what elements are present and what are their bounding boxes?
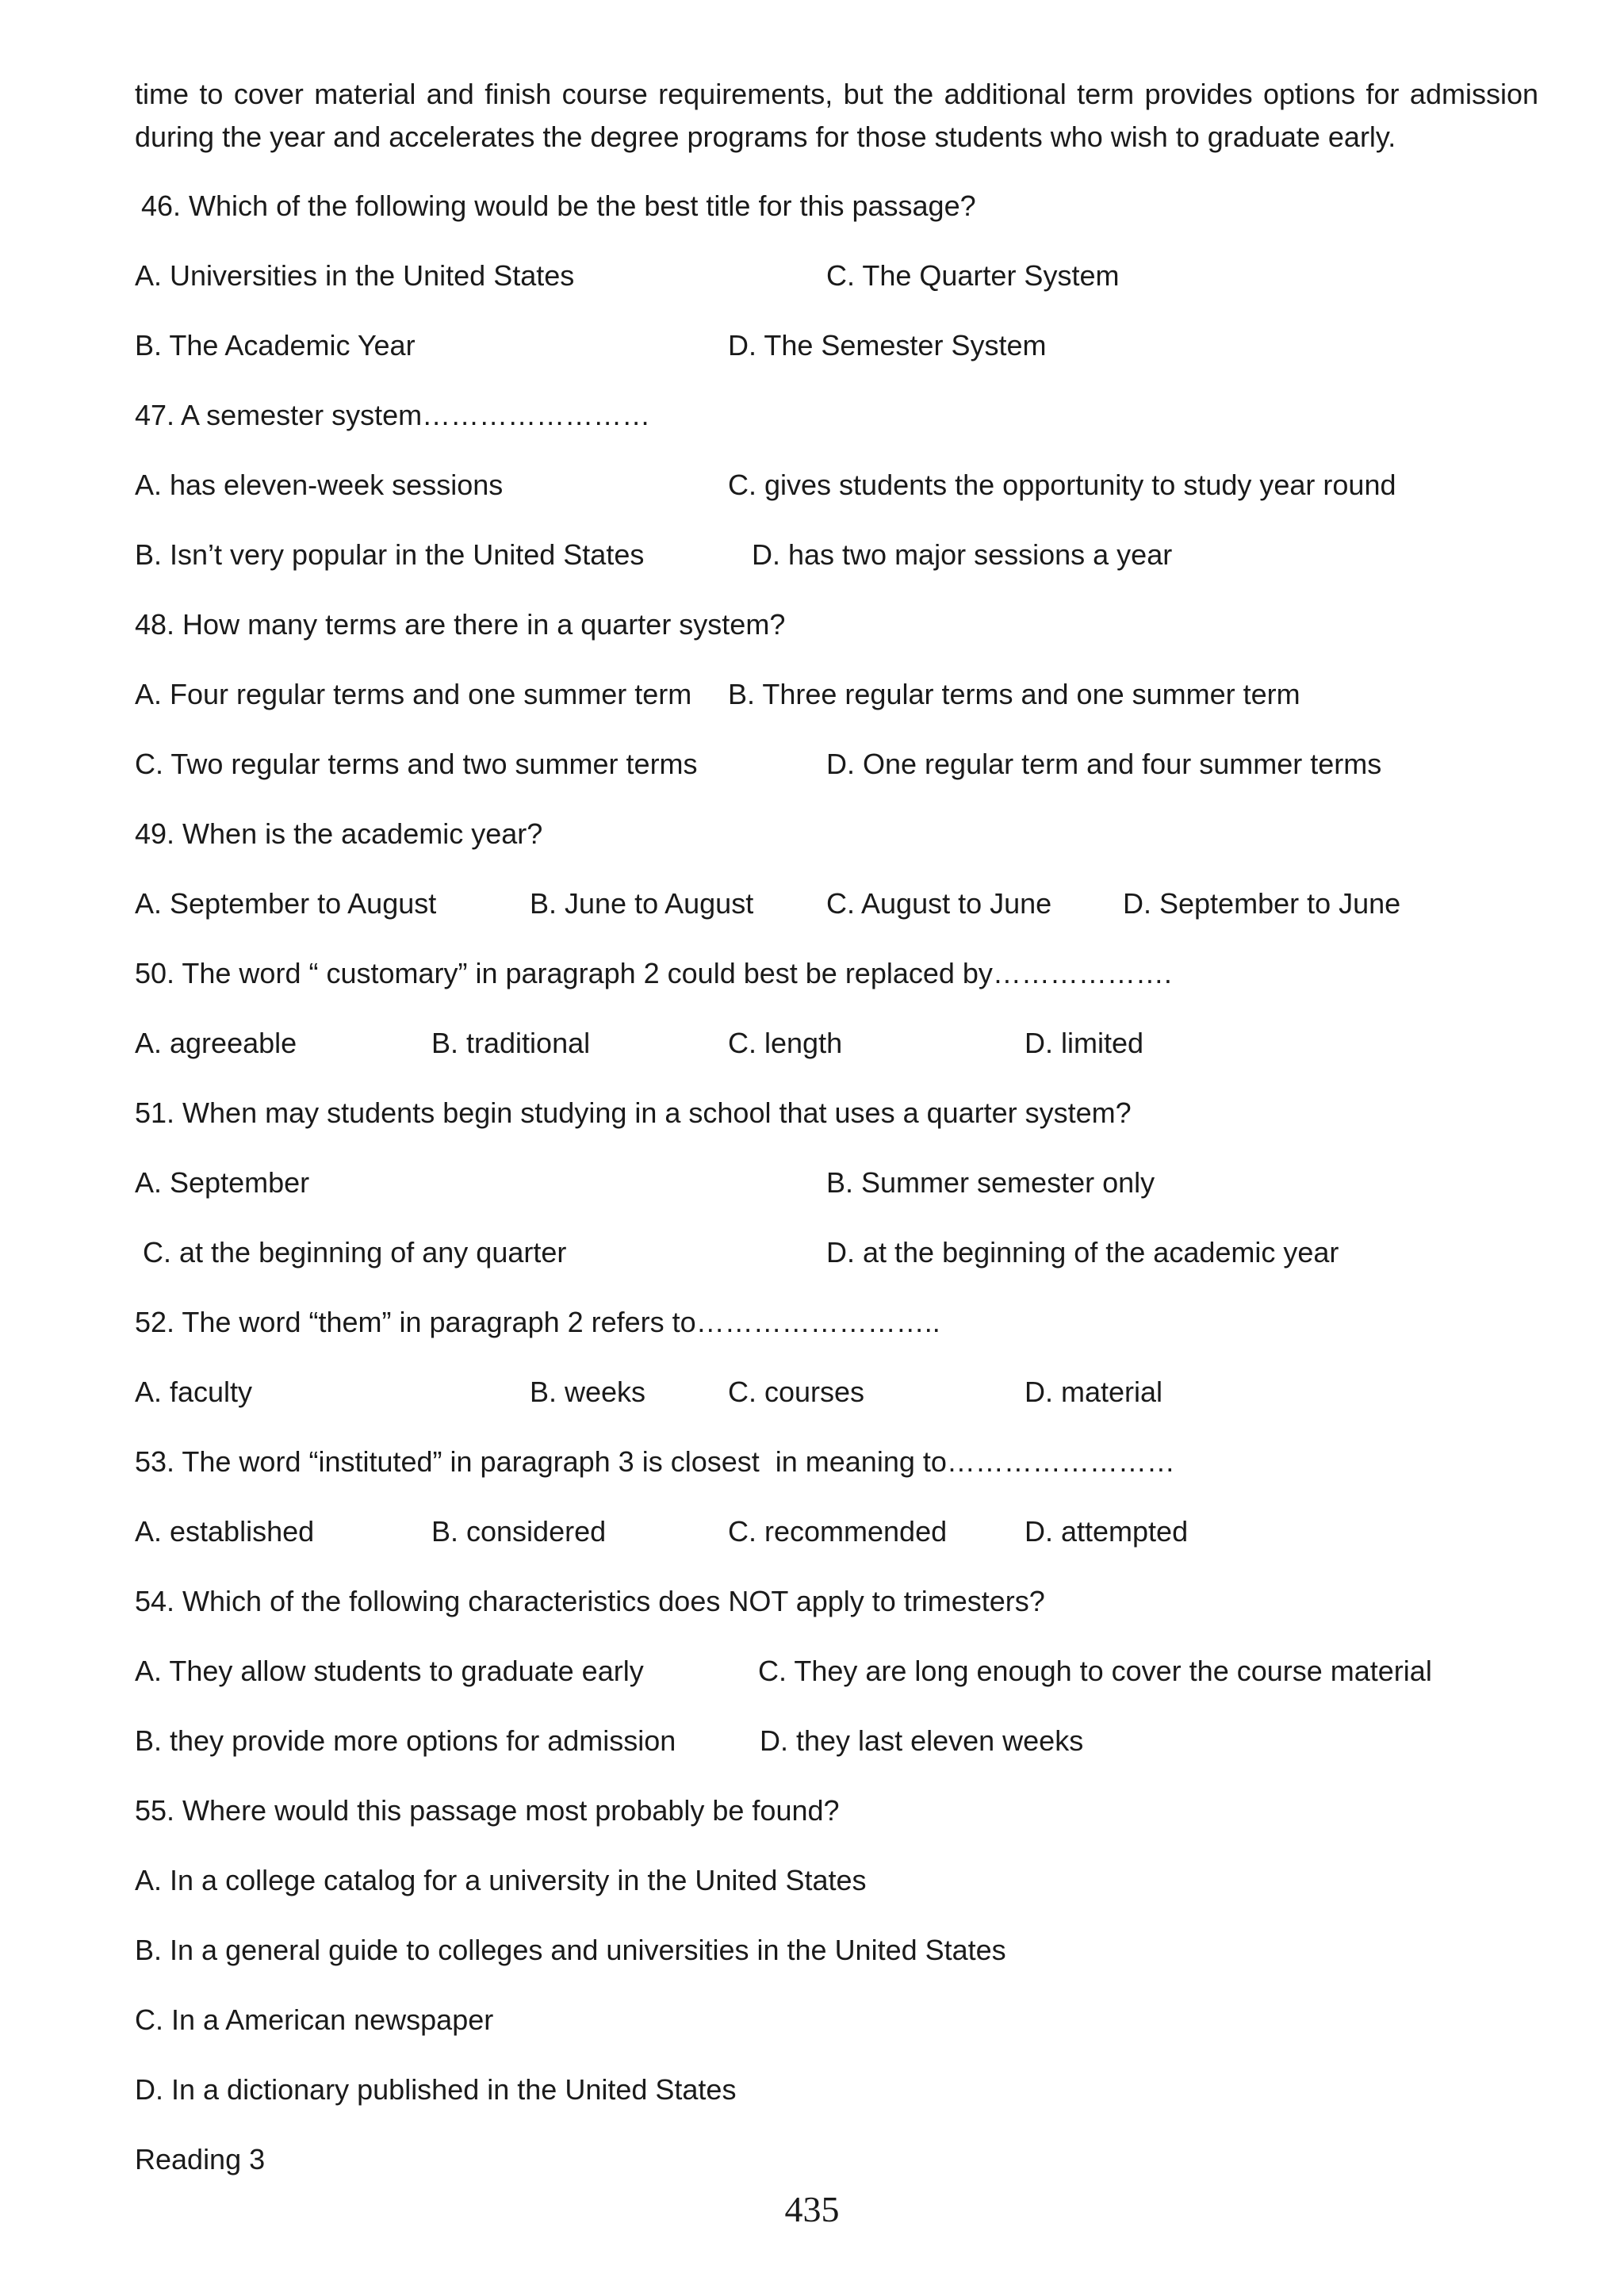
- question-52-stem: 52. The word “them” in paragraph 2 refers to……………………..: [135, 1306, 940, 1338]
- question-55-option-c: C. In a American newspaper: [135, 2003, 494, 2036]
- question-53-option-b: B. considered: [431, 1515, 607, 1548]
- question-55-option-d: D. In a dictionary published in the United States: [135, 2073, 737, 2106]
- question-55-option-a: A. In a college catalog for a university in the United States: [135, 1864, 867, 1896]
- question-50-option-d: D. limited: [1025, 1027, 1144, 1059]
- question-48-option-d: D. One regular term and four summer terms: [826, 748, 1382, 780]
- question-48-option-c: C. Two regular terms and two summer terms: [135, 748, 698, 780]
- question-47-option-a: A. has eleven-week sessions: [135, 469, 504, 501]
- question-54-option-a: A. They allow students to graduate early: [135, 1655, 644, 1687]
- question-49-option-a: A. September to August: [135, 887, 437, 920]
- question-50-option-c: C. length: [728, 1027, 843, 1059]
- question-50-option-a: A. agreeable: [135, 1027, 297, 1059]
- question-54-option-b: B. they provide more options for admission: [135, 1724, 676, 1757]
- question-46-option-a: A. Universities in the United States: [135, 259, 575, 292]
- question-54-option-c: C. They are long enough to cover the course material: [758, 1655, 1432, 1687]
- question-46-stem: 46. Which of the following would be the best title for this passage?: [141, 189, 976, 222]
- question-52-option-d: D. material: [1025, 1376, 1163, 1408]
- question-49-option-b: B. June to August: [530, 887, 754, 920]
- question-51-stem: 51. When may students begin studying in a school that uses a quarter system?: [135, 1096, 1132, 1129]
- question-53-option-d: D. attempted: [1025, 1515, 1189, 1548]
- question-47-option-d: D. has two major sessions a year: [752, 538, 1173, 571]
- question-46-option-b: B. The Academic Year: [135, 329, 416, 362]
- question-53-option-c: C. recommended: [728, 1515, 948, 1548]
- question-55-option-b: B. In a general guide to colleges and universities in the United States: [135, 1934, 1006, 1966]
- question-49-option-c: C. August to June: [826, 887, 1052, 920]
- question-47-option-c: C. gives students the opportunity to study year round: [728, 469, 1396, 501]
- question-47-stem: 47. A semester system……………………: [135, 399, 651, 431]
- question-50-option-b: B. traditional: [431, 1027, 591, 1059]
- section-heading: Reading 3: [135, 2143, 266, 2175]
- question-51-option-c: C. at the beginning of any quarter: [135, 1236, 567, 1269]
- passage-paragraph: time to cover material and finish course requirements, but the additional term provides options for admission during the year and accelerates the degree programs for those students who wish to graduate early.: [135, 78, 1538, 153]
- question-46-option-c: C. The Quarter System: [826, 259, 1120, 292]
- question-47-option-b: B. Isn’t very popular in the United States: [135, 538, 645, 571]
- question-53-stem: 53. The word “instituted” in paragraph 3 is closest in meaning to……………………: [135, 1445, 1175, 1478]
- question-52-option-b: B. weeks: [530, 1376, 646, 1408]
- question-46-option-d: D. The Semester System: [728, 329, 1047, 362]
- question-49-stem: 49. When is the academic year?: [135, 817, 543, 850]
- question-52-option-c: C. courses: [728, 1376, 865, 1408]
- question-51-option-d: D. at the beginning of the academic year: [826, 1236, 1339, 1269]
- question-52-option-a: A. faculty: [135, 1376, 253, 1408]
- question-48-stem: 48. How many terms are there in a quarter system?: [135, 608, 786, 641]
- question-50-stem: 50. The word “ customary” in paragraph 2 could best be replaced by……………….: [135, 957, 1172, 989]
- question-49-option-d: D. September to June: [1123, 887, 1401, 920]
- question-48-option-a: A. Four regular terms and one summer term: [135, 678, 692, 710]
- question-53-option-a: A. established: [135, 1515, 315, 1548]
- page-number: 435: [784, 2189, 840, 2229]
- question-54-option-d: D. they last eleven weeks: [760, 1724, 1084, 1757]
- question-51-option-b: B. Summer semester only: [826, 1166, 1155, 1199]
- question-55-stem: 55. Where would this passage most probably be found?: [135, 1794, 840, 1827]
- question-51-option-a: A. September: [135, 1166, 310, 1199]
- question-48-option-b: B. Three regular terms and one summer term: [728, 678, 1300, 710]
- question-54-stem: 54. Which of the following characteristics does NOT apply to trimesters?: [135, 1585, 1045, 1617]
